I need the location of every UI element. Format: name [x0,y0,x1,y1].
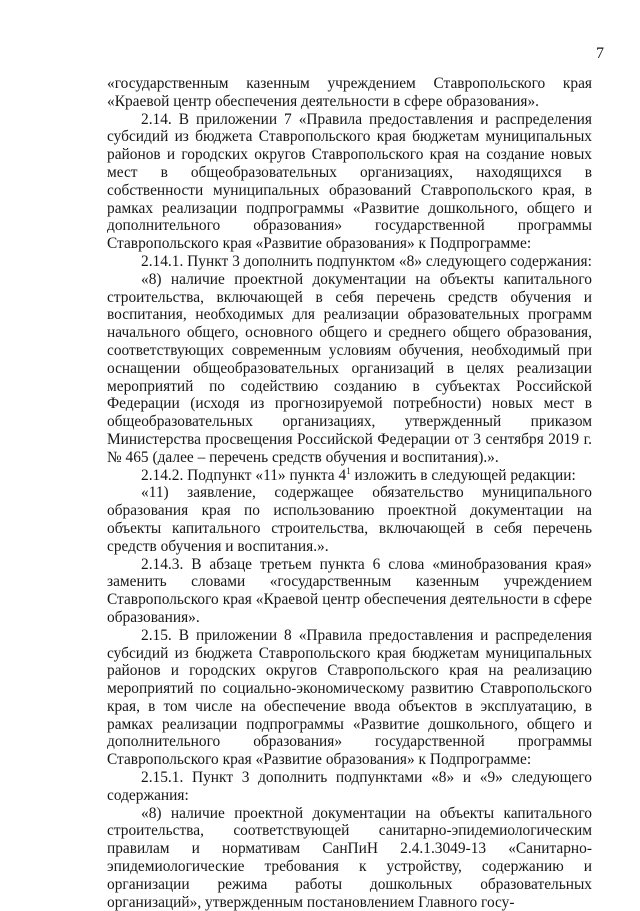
paragraph-2-14: 2.14. В приложении 7 «Правила предоставления и распределения субсидий из бюджета Ставропольского края бюджетам муниципальных районов и городских округов Ставропольского края на создание новых мест в общеобразовательных организациях, находящихся в собственности муниципальных образований Ставропольского края, в рамках реализации подпрограммы «Развитие дошкольного, общего и дополнительного образования» государственной программы Ставропольского края «Развитие образования» к Подпрограмме: [107,110,592,253]
paragraph-2-15-1: 2.15.1. Пункт 3 дополнить подпунктами «8» и «9» следующего содержания: [107,769,592,804]
paragraph-2-15: 2.15. В приложении 8 «Правила предоставления и распределения субсидий из бюджета Ставропольского края бюджетам муниципальных районов и городских округов Ставропольского края на реализацию мероприятий по социально-экономическому развитию Ставропольского края, в том числе на обеспечение ввода объектов в эксплуатацию, в рамках реализации подпрограммы «Развитие дошкольного, общего и дополнительного образования» государственной программы Ставропольского края «Развитие образования» к Подпрограмме: [107,626,592,769]
superscript-index: 1 [346,465,351,476]
page-number: 7 [596,45,604,62]
document-body [107,75,592,911]
paragraph-2-14-2-text-after: изложить в следующей редакции: [350,466,576,484]
paragraph-2-14-2-text-before: 2.14.2. Подпункт «11» пункта 4 [141,466,347,484]
paragraph-subpoint-8-sanpin: «8) наличие проектной документации на объекты капитального строительства, соответствующей санитарно-эпидемиологическим правилам и нормативам СанПиН 2.4.1.3049-13 «Санитарно-эпидемиологические требования к устройству, содержанию и организации режима работы дошкольных образовательных организаций», утвержденным постановлением Главного госу- [107,804,592,911]
paragraph-2-14-1: 2.14.1. Пункт 3 дополнить подпунктом «8» следующего содержания: [141,252,592,270]
paragraph-subpoint-8: «8) наличие проектной документации на объекты капитального строительства, включающей в себя перечень средств обучения и воспитания, необходимых для реализации образовательных программ начального общего, основного общего и среднего общего образования, соответствующих современным условиям обучения, необходимый при оснащении общеобразовательных организаций в целях реализации мероприятий по содействию созданию в субъектах Российской Федерации (исходя из прогнозируемой потребности) новых мест в общеобразовательных организациях, утвержденный приказом Министерства просвещения Российской Федерации от 3 сентября 2019 г. № 465 (далее – перечень средств обучения и воспитания).». [107,270,592,466]
paragraph-subpoint-11: «11) заявление, содержащее обязательство муниципального образования края по использованию проектной документации на объекты капитального строительства, включающей в себя перечень средств обучения и воспитания.». [107,484,592,555]
paragraph-2-14-2 [107,467,592,485]
paragraph-continuation: «государственным казенным учреждением Ставропольского края «Краевой центр обеспечения деятельности в сфере образования». [107,75,592,110]
paragraph-2-14-3: 2.14.3. В абзаце третьем пункта 6 слова «минобразования края» заменить словами «государственным казенным учреждением Ставропольского края «Краевой центр обеспечения деятельности в сфере образования». [107,555,592,626]
